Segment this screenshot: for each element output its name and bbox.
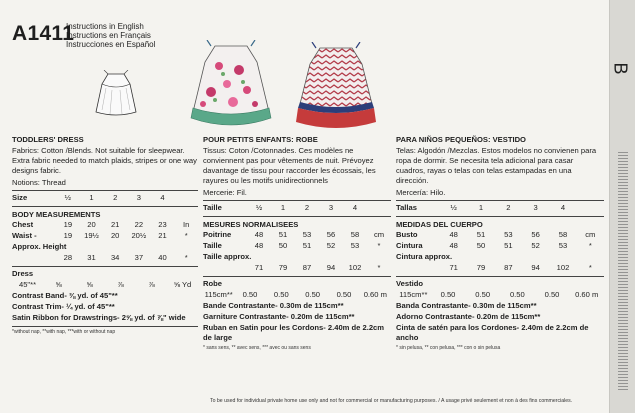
dress-label: Dress xyxy=(12,269,34,278)
height-label: Taille approx. xyxy=(203,252,252,261)
size-row: Taille ½ 1 2 3 4 xyxy=(203,203,358,212)
size-label: Size xyxy=(12,193,28,202)
divider xyxy=(396,200,604,201)
divider xyxy=(396,276,604,277)
divider xyxy=(203,216,391,217)
english-notions: Notions: Thread xyxy=(12,178,66,187)
dress-yardage-row: 115cm** 0.50 0.50 0.50 0.50 0.60 m xyxy=(399,290,599,299)
dress-yardage-row: 45"** ⅝ ⅝ ⅞ ⅞ ⅝ Yd xyxy=(18,280,192,289)
contrast-trim: Garniture Contrastante- 0.20m de 115cm** xyxy=(203,312,355,321)
height-label: Approx. Height xyxy=(12,242,67,251)
body-measurements-title: BODY MEASUREMENTS xyxy=(12,210,101,219)
spanish-title: PARA NIÑOS PEQUEÑOS: VESTIDO xyxy=(396,135,526,144)
envelope-side-stripe xyxy=(609,0,635,413)
height-row: 28 31 34 37 40 * xyxy=(63,253,188,262)
chevron-dress-illustration xyxy=(290,42,382,134)
satin-ribbon: Ruban en Satin pour les Cordons- 2.40m de 2.2cm de large xyxy=(203,323,385,342)
waist-row: Cintura 48 50 51 52 53 * xyxy=(396,241,592,250)
chest-row: Poitrine 48 51 53 56 58 cm xyxy=(203,230,385,239)
lang-spanish: Instrucciones en Español xyxy=(66,40,156,49)
size-row: Tallas ½ 1 2 3 4 xyxy=(396,203,566,212)
divider xyxy=(396,216,604,217)
size-value: ½ xyxy=(64,193,71,202)
french-mercerie: Mercerie: Fil. xyxy=(203,188,247,197)
french-footnote: * sans sens, ** avec sens, *** avec ou sans sens xyxy=(203,345,311,351)
french-title: POUR PETITS ENFANTS: ROBE xyxy=(203,135,318,144)
contrast-band: Bande Contrastante- 0.30m de 115cm** xyxy=(203,301,344,310)
size-row xyxy=(12,193,198,204)
english-title: TODDLERS' DRESS xyxy=(12,135,84,144)
dress-line-drawing xyxy=(86,70,146,120)
lang-french: Instructions en Français xyxy=(66,31,151,40)
contrast-band: Banda Contrastante- 0.30m de 115cm** xyxy=(396,301,537,310)
chest-row: Chest 19 20 21 22 23 In xyxy=(12,220,190,229)
contrast-trim: Adorno Contrastante- 0.20m de 115cm** xyxy=(396,312,541,321)
english-column xyxy=(12,135,198,335)
size-value: 2 xyxy=(113,193,118,202)
floral-dress-illustration xyxy=(185,40,277,132)
dress-yardage-row: 115cm** 0.50 0.50 0.50 0.50 0.60 m xyxy=(204,290,387,299)
french-column xyxy=(203,135,391,351)
french-tissus: Tissus: Coton /Cotonnades. Ces modèles ne conviennent pas pour vêtements de nuit. Prévoyez davantage de tissu pour raccorder les écossais, les rayures ou les motifs unidirectionnels xyxy=(203,146,376,185)
contrast-trim: Contrast Trim- ¼ yd. of 45"** xyxy=(12,302,115,311)
divider xyxy=(12,326,198,327)
pattern-code: A1411 xyxy=(12,22,75,45)
height-row: 71 79 87 94 102 * xyxy=(254,263,381,272)
satin-ribbon: Satin Ribbon for Drawstrings- 2⅝ yd. of ⅞" wide xyxy=(12,313,186,322)
spanish-column xyxy=(396,135,604,351)
divider xyxy=(203,200,391,201)
height-label: Cintura approx. xyxy=(396,252,453,261)
size-value: 4 xyxy=(160,193,165,202)
divider xyxy=(12,190,198,191)
spanish-telas: Telas: Algodón /Mezclas. Estos modelos no convienen para ropa de dormir. Se necesita tela adicional para casar cuadros, rayas o telas con telas estampadas en una dirección. xyxy=(396,146,597,185)
dress-label: Robe xyxy=(203,279,222,288)
satin-ribbon: Cinta de satén para los Cordones- 2.40m de 2.2cm de ancho xyxy=(396,323,589,342)
spanish-footnote: * sin pelusa, ** con pelusa, *** con o sin pelusa xyxy=(396,345,501,351)
divider xyxy=(12,266,198,267)
side-letter: B xyxy=(610,62,631,75)
divider xyxy=(203,276,391,277)
size-value: 1 xyxy=(89,193,94,202)
barcode xyxy=(618,150,628,390)
contrast-band: Contrast Band- ⅜ yd. of 45"** xyxy=(12,291,118,300)
body-measurements-title: MEDIDAS DEL CUERPO xyxy=(396,220,483,229)
size-value: 3 xyxy=(136,193,141,202)
waist-row: Taille 48 50 51 52 53 * xyxy=(203,241,381,250)
lang-english: Instructions in English xyxy=(66,22,144,31)
language-list xyxy=(66,22,155,49)
dress-label: Vestido xyxy=(396,279,424,288)
waist-row: Waist - 19 19½ 20 20½ 21 * xyxy=(12,231,188,240)
usage-footer: To be used for individual private home use only and not for commercial or manufacturing purposes. / A usage privé seulement et non à des fins commerciales. xyxy=(210,398,573,404)
english-footnote: *without nap, **with nap, ***with or without nap xyxy=(12,329,116,335)
chest-row: Busto 48 51 53 56 58 cm xyxy=(396,230,596,239)
english-fabrics: Fabrics: Cotton /Blends. Not suitable for sleepwear. Extra fabric needed to match plaids, stripes or one way designs fabric. xyxy=(12,146,197,175)
body-measurements-title: MESURES NORMALISEES xyxy=(203,220,299,229)
divider xyxy=(12,206,198,207)
spanish-merceria: Mercería: Hilo. xyxy=(396,188,446,197)
height-row: 71 79 87 94 102 * xyxy=(449,263,592,272)
